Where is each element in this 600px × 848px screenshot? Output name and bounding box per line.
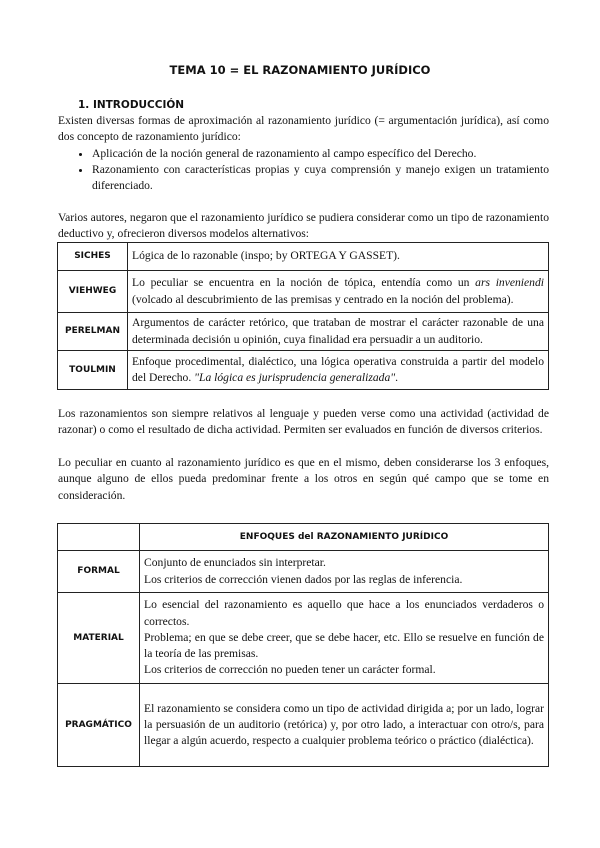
table-header-row bbox=[58, 524, 549, 551]
table-row bbox=[58, 271, 549, 313]
author-name: SICHES bbox=[58, 243, 128, 271]
table-row bbox=[58, 551, 549, 593]
table-row bbox=[58, 684, 549, 767]
section-heading: 1. INTRODUCCIÓN bbox=[78, 99, 185, 111]
author-name: PERELMAN bbox=[58, 313, 128, 351]
table-row bbox=[58, 313, 549, 351]
table-header: ENFOQUES del RAZONAMIENTO JURÍDICO bbox=[140, 524, 549, 551]
line: Conjunto de enunciados sin interpretar. bbox=[144, 556, 326, 570]
intro-paragraph: Existen diversas formas de aproximación al razonamiento jurídico (= argumentación jurídica), así como dos concepto de razonamiento jurídico: bbox=[58, 114, 549, 144]
line: Los criterios de corrección vienen dados por las reglas de inferencia. bbox=[144, 572, 463, 586]
paragraph-2: Lo peculiar en cuanto al razonamiento jurídico es que en el mismo, deben considerarse los 3 enfoques, aunque alguno de ellos pueda predominar frente a los otros en según qué campo que se tome en consideración. bbox=[58, 456, 549, 502]
bullet-list bbox=[58, 146, 549, 195]
list-item: • Aplicación de la noción general de razonamiento al campo específico del Derecho. bbox=[92, 146, 549, 162]
table-row bbox=[58, 593, 549, 684]
author-text: Lógica de lo razonable (inspo; by ORTEGA Y GASSET). bbox=[128, 243, 549, 271]
table-row bbox=[58, 243, 549, 271]
table-row bbox=[58, 351, 549, 390]
approach-name: MATERIAL bbox=[58, 593, 140, 684]
line: Los criterios de corrección no pueden tener un carácter formal. bbox=[144, 663, 436, 677]
authors-intro: Varios autores, negaron que el razonamiento jurídico se pudiera considerar como un tipo de razonamiento deductivo y, ofrecieron diversos modelos alternativos: bbox=[58, 211, 549, 241]
quote: "La lógica es jurisprudencia generalizada" bbox=[194, 371, 396, 384]
text: Enfoque procedimental, dialéctico, una lógica operativa construida a partir del modelo del Derecho. bbox=[132, 354, 544, 384]
line: Problema; en que se debe creer, que se debe hacer, etc. Ello se resuelve en función de la teoría de las premisas. bbox=[144, 630, 544, 661]
author-name: VIEHWEG bbox=[58, 271, 128, 313]
authors-table bbox=[57, 242, 549, 390]
approaches-table bbox=[57, 523, 549, 767]
paragraph-1: Los razonamientos son siempre relativos al lenguaje y pueden verse como una actividad (actividad de razonar) o como el resultado de dicha actividad. Permiten ser evaluados en función de diversos criterios. bbox=[58, 407, 549, 437]
document-title: TEMA 10 = EL RAZONAMIENTO JURÍDICO bbox=[169, 63, 431, 77]
italic-term: ars inveniendi bbox=[475, 276, 544, 290]
empty-header bbox=[58, 524, 140, 551]
approach-name: PRAGMÁTICO bbox=[58, 684, 140, 767]
line: Lo esencial del razonamiento es aquello que hace a los enunciados verdaderos o correctos. bbox=[144, 598, 544, 628]
line: El razonamiento se considera como un tipo de actividad dirigida a; por un lado, lograr la persuasión de un auditorio (retórica) y, por otro lado, a interactuar con otro/s, para llegar a algún acuerdo, respecto a cualquier problema teórico o práctico (dialéctica). bbox=[144, 701, 544, 748]
text: . bbox=[395, 371, 399, 384]
approach-text bbox=[140, 593, 549, 684]
approach-text bbox=[140, 684, 549, 767]
text: Lo peculiar se encuentra en la noción de tópica, entendía como un bbox=[132, 276, 476, 290]
author-text: Argumentos de carácter retórico, que trataban de mostrar el carácter razonable de una determinada decisión u opinión, cuya finalidad era persuadir a un auditorio. bbox=[128, 313, 549, 351]
intro-block bbox=[58, 113, 549, 194]
list-item: • Razonamiento con características propias y cuya comprensión y manejo exigen un tratamiento diferenciado. bbox=[92, 162, 549, 195]
approach-text bbox=[140, 551, 549, 593]
author-text bbox=[128, 271, 549, 313]
text: (volcado al descubrimiento de las premisas y centrado en la noción del problema). bbox=[132, 292, 514, 306]
author-text bbox=[128, 351, 549, 390]
author-name: TOULMIN bbox=[58, 351, 128, 390]
approach-name: FORMAL bbox=[58, 551, 140, 593]
